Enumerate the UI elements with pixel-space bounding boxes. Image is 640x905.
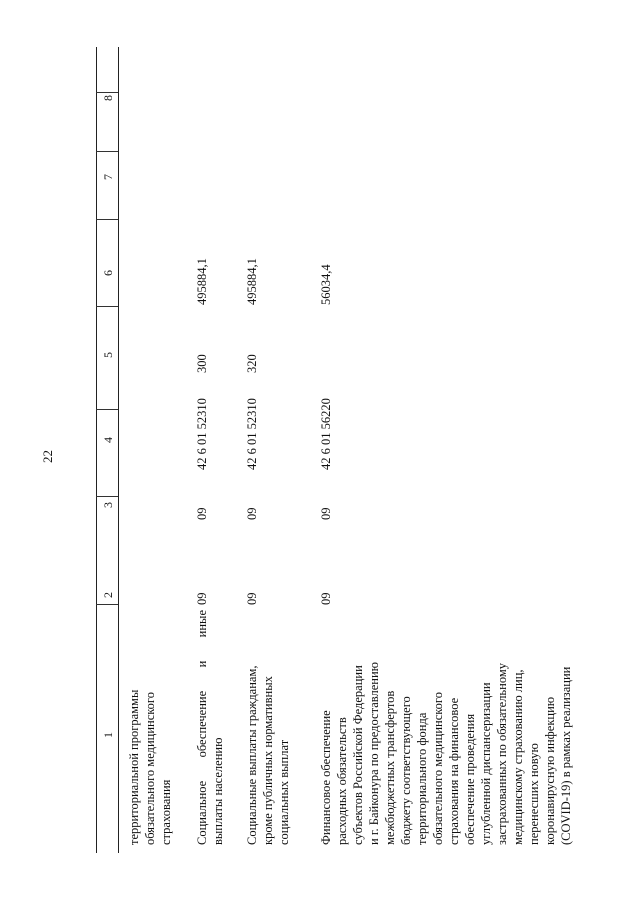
row-name-line: выплаты населению	[211, 737, 225, 845]
row-name-line: кроме публичных нормативных	[261, 676, 275, 845]
row-name	[194, 610, 226, 845]
subsection-code: 09	[195, 507, 209, 520]
col-divider	[96, 306, 118, 307]
row-name-line: субъектов Российской Федерации	[351, 665, 365, 845]
amount: 495884,1	[245, 258, 259, 305]
column-header-1: 1	[101, 732, 115, 738]
section-code: 09	[195, 592, 209, 605]
column-header-2: 2	[101, 592, 115, 598]
row-name-line: коронавирусную инфекцию	[543, 696, 557, 845]
row-name-line: страхования на финансовое	[447, 697, 461, 845]
amount: 495884,1	[195, 258, 209, 305]
row-name	[244, 610, 292, 845]
row-name-line: медицинскому страхованию лиц,	[511, 669, 525, 845]
col-divider	[96, 409, 118, 410]
row-name-line: межбюджетных трансфертов	[383, 690, 397, 845]
row-name-line: обеспечение проведения	[463, 713, 477, 845]
header-bottom-rule	[118, 47, 119, 853]
table-top-rule	[96, 47, 97, 853]
row-name-line: территориального фонда	[415, 712, 429, 845]
column-header-3: 3	[101, 502, 115, 508]
column-header-6: 6	[101, 270, 115, 276]
row-name	[318, 610, 574, 845]
column-header-7: 7	[101, 174, 115, 180]
column-header-4: 4	[101, 437, 115, 443]
row-name-line: застрахованных по обязательному	[495, 663, 509, 845]
row-name-line: Финансовое обеспечение	[319, 710, 333, 845]
row-name-line: Социальное обеспечение и иные	[195, 610, 209, 845]
row-name-line: углубленной диспансеризации	[479, 682, 493, 845]
row-name-line: и г. Байконура по предоставлению	[367, 661, 381, 845]
section-code: 09	[245, 592, 259, 605]
column-header-5: 5	[101, 352, 115, 358]
row-name-line: (COVID-19) в рамках реализации	[559, 666, 573, 845]
row-name-line: перенесших новую	[527, 743, 541, 845]
row-name-line: обязательного медицинского	[431, 691, 445, 845]
column-header-8: 8	[101, 95, 115, 101]
row-name	[126, 610, 174, 845]
amount: 56034,4	[319, 264, 333, 305]
subsection-code: 09	[245, 507, 259, 520]
section-code: 09	[319, 592, 333, 605]
expense-type: 300	[195, 354, 209, 373]
row-name-line: обязательного медицинского	[143, 691, 157, 845]
target-article: 42 6 01 52310	[245, 398, 259, 470]
row-name-line: социальных выплат	[277, 739, 291, 845]
expense-type: 320	[245, 354, 259, 373]
row-name-line: территориальной программы	[127, 689, 141, 845]
row-name-line: расходных обязательств	[335, 717, 349, 845]
col-divider	[96, 219, 118, 220]
col-divider	[96, 151, 118, 152]
target-article: 42 6 01 56220	[319, 398, 333, 470]
row-name-line: Социальные выплаты гражданам,	[245, 665, 259, 845]
page-number: 22	[40, 450, 55, 463]
target-article: 42 6 01 52310	[195, 398, 209, 470]
subsection-code: 09	[319, 507, 333, 520]
row-name-line: бюджету соответствующего	[399, 696, 413, 845]
row-name-line: страхования	[159, 779, 173, 845]
